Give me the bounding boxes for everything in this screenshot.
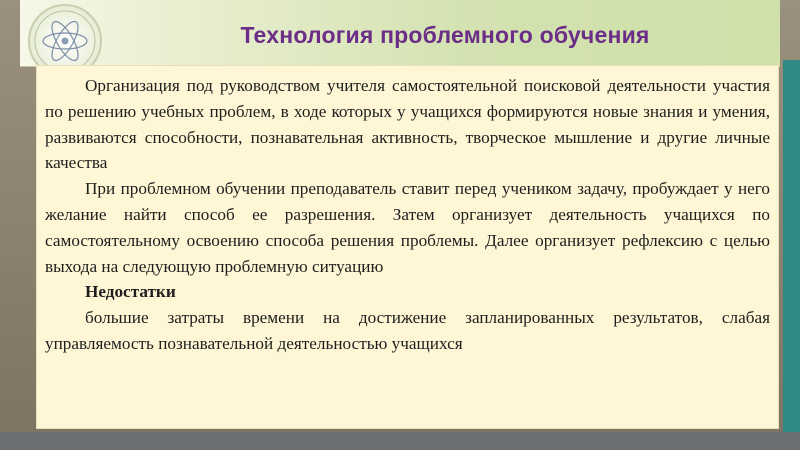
content-text: [45, 73, 770, 357]
footer-strip: [0, 432, 800, 450]
method-paragraph: При проблемном обучении преподаватель ставит перед учеником задачу, пробуждает у него желание найти способ ее разрешения. Затем организует деятельность учащихся по самостоятельному освоению способа решения проблемы. Далее организует рефлексию с целью выхода на следующую проблемную ситуацию: [45, 179, 770, 276]
drawbacks-paragraph: большие затраты времени на достижение запланированных результатов, слабая управляемость познавательной деятельностью учащихся: [45, 308, 770, 353]
content-box: [37, 66, 778, 428]
definition-paragraph: Организация под руководством учителя самостоятельной поисковой деятельности участия по решению учебных проблем, в ходе которых у учащихся формируются новые знания и умения, развиваются способности, познавательная активность, творческое мышление и другие личные качества: [45, 76, 770, 173]
slide-title: Технология проблемного обучения: [240, 22, 650, 48]
drawbacks-heading: [45, 279, 770, 305]
right-edge-strip: [783, 60, 800, 440]
drawbacks-heading-text: Недостатки: [85, 282, 176, 302]
